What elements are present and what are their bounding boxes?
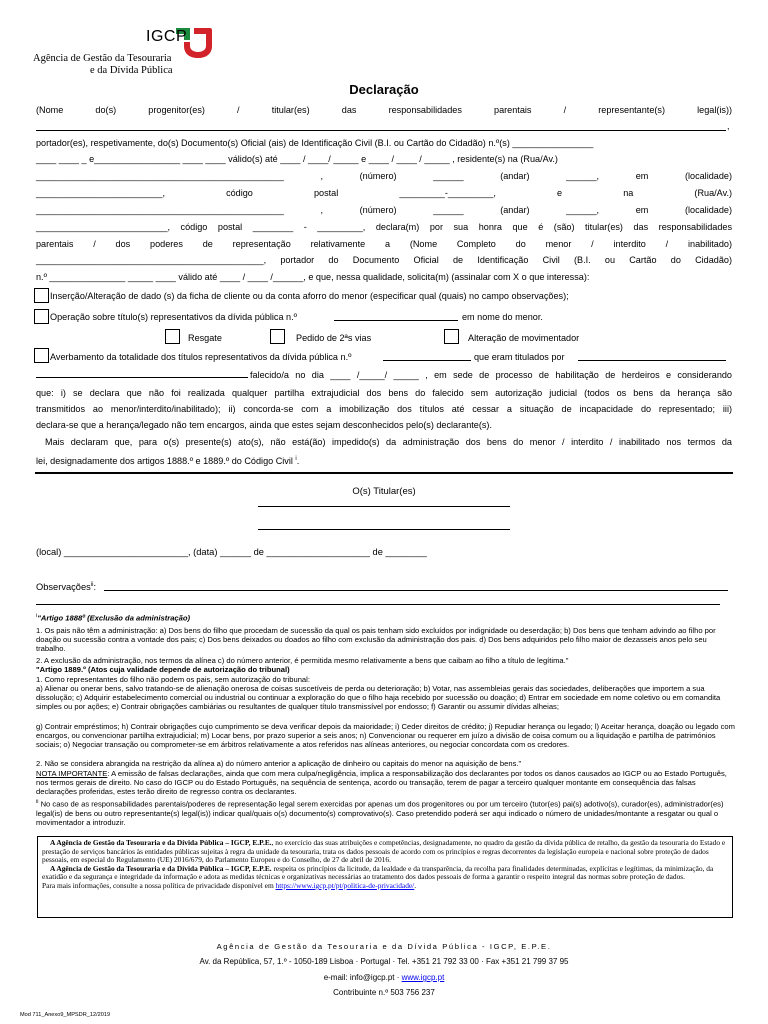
brand-name: IGCP [146, 28, 188, 45]
option-averbamento-ii: transmitidos ao menor/interdito/inabilitado); ii) concorda-se com a imobilização dos títulos até cessar a situação de incapacidade do representado; iii) [36, 404, 732, 414]
label-rescue: Resgate [188, 333, 222, 343]
footnote-art1889-para-3: g) Contrair empréstimos; h) Contrair obrigações cujo cumprimento se deva verificar depois da maioridade; i) Ceder direitos de crédito; j) Repudiar herança ou legado; l) Aceitar herança, doação ou legado com encargos, ou convencionar partilha extrajudicial; m) Locar bens, por prazo superior a seis anos; n) Convencionar ou requerer em juízo a divisão de coisa comum ou a liquidação e partilha de patrimónios sociais; o) Negociar transação ou comprometer-se em árbitros relativamente a atos referidos nas alíneas anteriores, ou negociar concordata com os credores. [36, 722, 735, 750]
agency-name-line2: e da Dívida Pública [90, 65, 173, 76]
privacy-policy-link[interactable]: https://www.igcp.pt/pt/politica-de-privacidade/ [275, 880, 415, 890]
checkbox-change-mover[interactable] [444, 329, 459, 344]
final-declaration-2: lei, designadamente dos artigos 1888.º e 1889.º do Código Civil $^i$. [36, 456, 300, 467]
observations-label: Observações$^{ii}$: [36, 582, 97, 593]
label-change-mover: Alteração de movimentador [468, 333, 580, 343]
body-line-5: _________________________, código postal _________-_________, e na (Rua/Av.) [36, 188, 732, 198]
website-link[interactable]: www.igcp.pt [401, 973, 445, 982]
body-line-9: _____________________________________________, portador do Documento Oficial de Identificação Civil (B.I. ou Cartão do Cidadão) [36, 255, 732, 265]
signature-line-2[interactable] [258, 529, 510, 530]
averbamento-number-field[interactable] [383, 360, 471, 361]
privacy-para-2: A Agência de Gestão da Tesouraria e da Dívida Pública – IGCP, E.P.E. respeita os princípios da licitude, da lealdade e da transparência, da recolha para finalidades determinadas, explícitas e legítimas, da minimização, da exatidão e da segurança e integridade da informação e adota as medidas técnicas e organizativas necessárias ao tratamento dos dados pessoais de forma a garantir o respeito integral das normas sobre proteção de dados. [42, 863, 714, 882]
securities-number-field[interactable] [334, 320, 458, 321]
checkbox-securities-operation[interactable] [34, 309, 49, 324]
footnote-i-para-1: 1. Os pais não têm a administração: a) Dos bens do filho que procedam de sucessão da qual os pais tenham sido excluídos por indignidade ou deserdação; b) Dos bens que tenham advindo ao filho por doação ou sucessão contra a vontade dos pais; c) Dos bens deixados ou doados ao filho com exclusão da administração dos pais. d) Dos bens adquiridos pelo filho maior de dezasseis anos pelo seu trabalho. [36, 626, 716, 654]
final-declaration-1: Mais declaram que, para o(s) presente(s) ato(s), não está(ão) impedido(s) da administração dos bens do menor / interdito / inabilitado nos termos da [45, 437, 732, 447]
footer-agency-name: Agência de Gestão da Tesouraria e da Dívida Pública - IGCP, E.P.E. [216, 942, 552, 951]
footnote-art1889-para-4: 2. Não se considera abrangida na restrição da alínea a) do número anterior a aplicação de dinheiro ou capitais do menor na aquisição de bens." [36, 759, 522, 768]
privacy-para-3: Para mais informações, consulte a nossa política de privacidade disponível em https://www.igcp.pt/pt/politica-de-privacidade/. [42, 880, 417, 890]
important-note: NOTA IMPORTANTE: A emissão de falsas declarações, ainda que com mera culpa/negligência, implica a responsabilização dos declarantes por todos os danos causados ao IGCP ou ao Estado Português, nos termos gerais de direito. No caso do IGCP ou do Estado Português, na sequência de sentença, acordo ou transação, terem de pagar a terceiro qualquer montante em consequência das falsas declarações proferidas, estes terão direito de regresso contra os declarantes. [36, 769, 727, 797]
option-securities-suffix: em nome do menor. [462, 312, 543, 322]
option-client-data: Inserção/Alteração de dado (s) da ficha de cliente ou da conta aforro do menor (especificar qual (quais) no campo observações); [50, 291, 569, 301]
signature-line-1[interactable] [258, 506, 510, 507]
footer-contacts: e-mail: info@igcp.pt · www.igcp.pt [323, 973, 445, 982]
body-line-10: n.º _______________ _____ ____ válido até ____ / ____ /______, e que, nessa qualidade, solicita(m) (assinalar com X o que interessa): [36, 272, 590, 282]
footnote-ii: $^{ii}$ No caso de as responsabilidades parentais/poderes de representação legal serem exercidas por apenas um dos progenitores ou por um terceiro (tutor(es) pai(s) adotivo(s), curador(es), administrador(es) legal(is) de bens ou outro representante(s) legal(is)) indicar qual/quais o(s) documento(s) comprovativo(s). Caso pretendido poderá ser aqui indicado o número de unidades/montante a resgatar ou qual o movimentador a introduzir. [36, 799, 724, 827]
option-averbamento-i: que: i) se declara que não foi realizada qualquer partilha extrajudicial dos bens do falecido sem autorização judicial (todos os bens da herança são [36, 388, 732, 398]
option-averbamento-mid: que eram titulados por [474, 352, 565, 362]
divider [35, 472, 733, 474]
footer-taxpayer: Contribuinte n.º 503 756 237 [333, 988, 435, 997]
footnote-art1889-para-2: a) Alienar ou onerar bens, salvo tratando-se de alienação onerosa de coisas suscetíveis de perda ou deterioração; b) Votar, nas assembleias gerais das sociedades, deliberações que importem a sua dissolução; c) Adquirir estabelecimento comercial ou industrial ou continuar a exploração do que o filho haja recebido por sucessão ou doação; d) Entrar em sociedade em nome coletivo ou em comandita simples ou por ações; e) Contrair obrigações cambiárias ou resultantes de qualquer título transmissível por endosso; f) Garantir ou assumir dívidas alheias; [36, 684, 721, 712]
checkbox-averbamento[interactable] [34, 348, 49, 363]
footer-address: Av. da República, 57, 1.º - 1050-189 Lisboa · Portugal · Tel. +351 21 792 33 00 · Fax +351 21 799 37 95 [199, 957, 569, 966]
body-line-6: _________________________________________________ , (número) ______ (andar) ______, em (localidade) [36, 205, 732, 215]
checkbox-rescue[interactable] [165, 329, 180, 344]
footnote-i-para-2: 2. A exclusão da administração, nos termos da alínea c) do número anterior, é permitida mesmo relativamente a bens que caibam ao filho a título de legítima." [36, 656, 569, 665]
footnote-i-title: $^i$"Artigo 1888º (Exclusão da administração) [36, 613, 191, 623]
titled-by-field[interactable] [578, 360, 726, 361]
option-securities-operation: Operação sobre título(s) representativos da dívida pública n.º [50, 312, 297, 322]
body-line-8: parentais / dos poderes de representação relativamente a (Nome Completo do menor / interdito / inabilitado) [36, 239, 732, 249]
option-averbamento-deceased: falecido/a no dia ____ /_____/ _____ , em sede de processo de habilitação de herdeiros e considerando [250, 370, 732, 380]
observations-field-2[interactable] [36, 604, 720, 605]
option-averbamento: Averbamento da totalidade dos títulos representativos da dívida pública n.º [50, 352, 352, 362]
signature-title: O(s) Titular(es) [352, 486, 416, 497]
body-line-2: portador(es), respetivamente, do(s) Documento(s) Oficial (ais) de Identificação Civil (B.I. ou Cartão do Cidadão) n.º(s) ________________ [36, 138, 594, 148]
option-averbamento-iii: declara-se que a herança/legado não tem encargos, ainda que estes sejam desconhecidos pelo(s) declarante(s). [36, 420, 492, 430]
deceased-name-field[interactable] [36, 377, 248, 378]
checkbox-client-data[interactable] [34, 288, 49, 303]
name-field-line[interactable] [36, 130, 726, 131]
page-title: Declaração [349, 82, 419, 97]
footnote-art1889-title: "Artigo 1889.º (Atos cuja validade depende de autorização do tribunal) [36, 665, 290, 674]
body-line-7: __________________________, código postal ________ - _________, declara(m) por sua honra que é (são) titular(es) das responsabilidades [36, 222, 732, 232]
privacy-para-1: A Agência de Gestão da Tesouraria e da Dívida Pública – IGCP, E.P.E., no exercício das suas atribuições e competências, designadamente, no quadro da gestão da dívida pública de retalho, da gestão da tesouraria do Estado e prestação de serviços bancários às entidades públicas sujeitas à regra da unidade da tesouraria, trata os dados pessoais de acordo com os princípios e regras decorrentes da legislação europeia e nacional sobre proteção de dados pessoais, em especial do Regulamento (UE) 2016/679, do Parlamento Europeu e do Conselho, de 27 de abril de 2016. [42, 838, 726, 865]
privacy-notice [37, 836, 733, 918]
agency-name-line1: Agência de Gestão da Tesouraria [33, 53, 172, 64]
body-line-4: _________________________________________________ , (número) ______ (andar) ______, em (localidade) [36, 171, 732, 181]
observations-field-1[interactable] [104, 590, 728, 591]
body-line-1: (Nome do(s) progenitor(es) / titular(es) das responsabilidades parentais / representante(s) legal(is)) [36, 105, 732, 115]
label-second-copy: Pedido de 2ªs vias [296, 333, 372, 343]
form-code: Mod 711_Anexo9_MPSDR_12/2019 [20, 1012, 111, 1018]
body-line-3: ____ ____ _ e_________________ ____ ____ válido(s) até ____ / ____/ _____ e ____ / ____ / _____ , residente(s) na (Rua/Av.) [36, 154, 558, 164]
place-date-line[interactable]: (local) ________________________, (data) ______ de ____________________ de ________ [36, 547, 427, 557]
footnote-art1889-para-1: 1. Como representantes do filho não podem os pais, sem autorização do tribunal: [36, 675, 310, 684]
checkbox-second-copy[interactable] [270, 329, 285, 344]
